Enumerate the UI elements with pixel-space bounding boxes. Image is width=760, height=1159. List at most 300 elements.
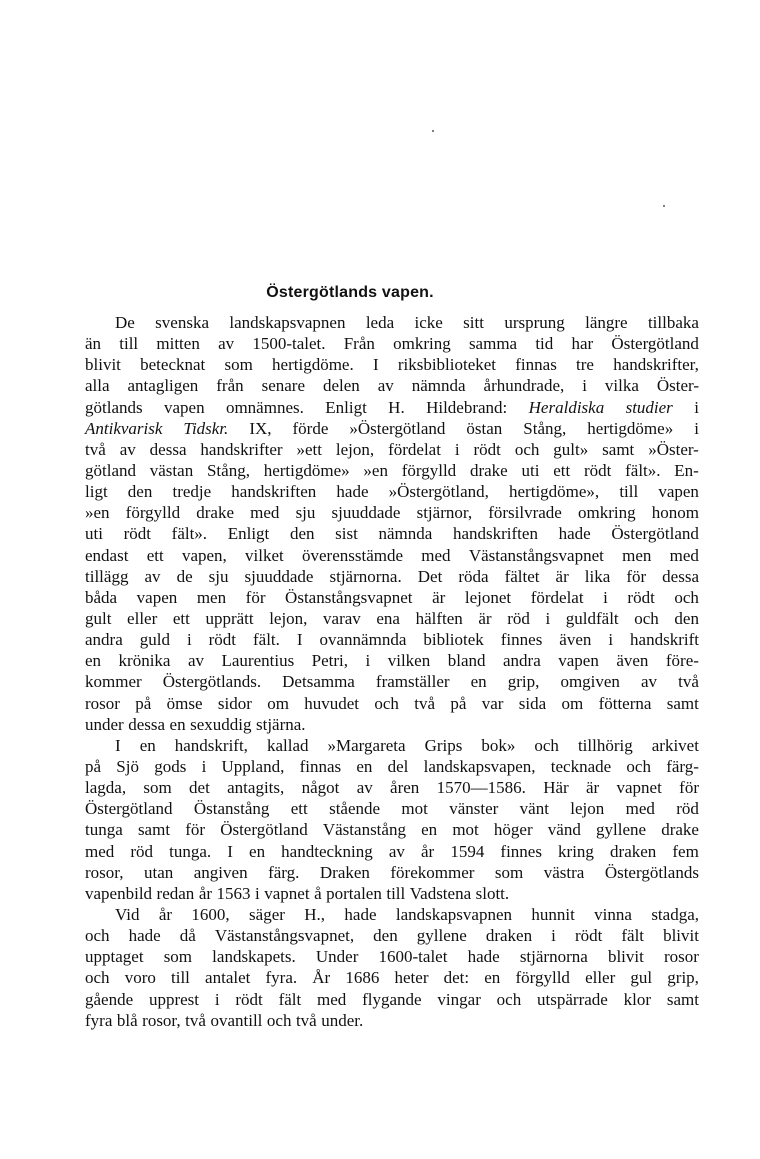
word: förgylld <box>401 460 457 480</box>
text-line <box>85 460 699 481</box>
word: hälften <box>415 608 463 628</box>
word: vänt <box>519 799 549 819</box>
word: även <box>616 651 649 671</box>
word: även <box>559 630 592 650</box>
word: antalet <box>205 968 251 988</box>
word: rödt <box>123 524 151 544</box>
word: västra <box>543 862 585 882</box>
word: i <box>582 376 587 396</box>
word: tillägg <box>85 566 129 586</box>
word: Detsamma <box>282 672 355 692</box>
word: ovannämnda <box>319 630 407 650</box>
word: arkivet <box>651 735 699 755</box>
text-line <box>85 629 699 650</box>
word: antagits, <box>227 778 285 798</box>
text-line <box>85 566 699 587</box>
word: röd <box>507 608 530 628</box>
word: röd <box>130 841 154 861</box>
word: ligt <box>85 482 108 502</box>
word: fält <box>278 989 302 1009</box>
word: för <box>679 778 699 798</box>
text-line <box>85 946 699 967</box>
word: gyllene <box>596 820 647 840</box>
word: fält <box>621 926 645 946</box>
word: finnas <box>299 756 342 776</box>
word: till <box>171 968 190 988</box>
text-line <box>85 312 699 333</box>
word: hade <box>344 904 377 924</box>
word: av <box>356 778 373 798</box>
text-line <box>85 904 699 925</box>
word: tillbaka <box>647 313 699 332</box>
word: för <box>185 820 206 840</box>
scan-speck <box>663 205 665 207</box>
word: Det <box>417 566 443 586</box>
word: vapnet <box>616 778 662 798</box>
word: dessa <box>149 439 187 459</box>
word: Östergötlands <box>604 862 699 882</box>
word: finnes <box>500 630 543 650</box>
word: men <box>622 545 652 565</box>
word: än <box>85 334 102 354</box>
text-line <box>85 481 699 502</box>
word: i <box>603 587 608 607</box>
word: tre <box>576 355 594 375</box>
word: antagligen <box>127 376 199 396</box>
word: lejon, <box>269 608 308 628</box>
word: handskrifter <box>200 439 283 459</box>
word: sju <box>295 503 316 523</box>
word: de <box>176 566 193 586</box>
text-line <box>85 735 699 756</box>
word: år <box>421 841 435 861</box>
word: Östergötlands. <box>162 672 262 692</box>
word: blivit <box>85 355 121 375</box>
word: Östergötland <box>611 334 699 354</box>
word: blivit <box>607 947 644 967</box>
word: av <box>388 841 405 861</box>
word: år <box>198 883 213 903</box>
word: av <box>641 672 658 692</box>
text-line <box>85 967 699 988</box>
word: drake <box>469 460 508 480</box>
word: Enligt <box>325 397 367 417</box>
word: utspärrade <box>537 989 608 1009</box>
word: handskrift, <box>174 735 248 755</box>
word: århundrade, <box>483 376 565 396</box>
word: å <box>314 883 322 903</box>
word: av <box>119 439 136 459</box>
word: svenska <box>155 313 209 332</box>
word: och <box>266 1010 292 1030</box>
word: ömse <box>166 693 203 713</box>
word: som <box>163 947 193 967</box>
word: har <box>571 334 594 354</box>
word: »Öster- <box>648 439 699 459</box>
text-line <box>85 439 699 460</box>
word: handteckning <box>281 841 373 861</box>
word: »Margareta <box>327 735 406 755</box>
italic-word: Antikvarisk <box>85 418 163 438</box>
word: I <box>227 841 233 861</box>
word: sidor <box>217 693 252 713</box>
word: I <box>296 630 303 650</box>
scan-speck <box>432 130 434 132</box>
word: H., <box>304 904 326 924</box>
word: stjärna. <box>255 714 306 734</box>
word: gult <box>85 608 112 628</box>
word: ena <box>376 608 400 628</box>
word: Öster- <box>656 376 699 396</box>
word: i <box>694 397 699 417</box>
word: två <box>85 439 106 459</box>
word: tunga. <box>169 841 212 861</box>
word: Östergötland <box>85 799 173 819</box>
text-line <box>85 545 699 566</box>
word: av <box>144 566 161 586</box>
word: säger <box>249 904 285 924</box>
word: senare <box>261 376 306 396</box>
word: vänd <box>547 820 581 840</box>
word: lejon, <box>335 439 375 459</box>
text-line <box>85 671 699 692</box>
word: rosor, <box>142 1010 181 1030</box>
word: Västanstångsvapnet <box>468 545 604 565</box>
body-text <box>85 312 699 1031</box>
text-line <box>85 1010 699 1031</box>
word: fyra. <box>265 968 298 988</box>
word: Västanstångsvapnet, <box>214 926 355 946</box>
word: vingar <box>437 989 481 1009</box>
word: röd <box>676 799 699 819</box>
word: är <box>478 608 492 628</box>
word: med <box>85 841 115 861</box>
word: sjuuddade <box>244 566 314 586</box>
word: alla <box>85 376 110 396</box>
word: Under <box>315 947 359 967</box>
word: redan <box>156 883 195 903</box>
word: upptaget <box>85 947 144 967</box>
word: Västanstång <box>322 820 406 840</box>
word: stjärnor, <box>416 503 473 523</box>
word: i <box>454 439 460 459</box>
word: med <box>317 989 347 1009</box>
word: gods <box>154 756 187 776</box>
word: från <box>216 376 244 396</box>
word: Vid <box>115 904 140 924</box>
word: Enligt <box>227 524 270 544</box>
word: lejon <box>570 799 605 819</box>
word: under <box>85 714 124 734</box>
word: 1686 <box>345 968 380 988</box>
word: Uppland, <box>221 756 285 776</box>
word: och <box>85 926 110 946</box>
word: och <box>626 756 651 776</box>
word: en <box>356 756 373 776</box>
word: som <box>224 355 253 375</box>
word: en <box>249 841 266 861</box>
word: andra <box>85 630 123 650</box>
word: försilvrade <box>488 503 562 523</box>
word: vapenbild <box>85 883 153 903</box>
word: fördelat <box>388 439 441 459</box>
word: slott. <box>475 883 510 903</box>
word: rödt <box>583 460 612 480</box>
word: två <box>414 693 436 713</box>
word: uti <box>85 524 103 544</box>
text-line <box>85 375 699 396</box>
word: för <box>626 566 647 586</box>
word: heter <box>394 968 429 988</box>
word: kommer <box>85 672 142 692</box>
word: åren <box>390 778 420 798</box>
word: under. <box>321 1010 364 1030</box>
word: leda <box>365 313 395 332</box>
word: är <box>432 587 446 607</box>
word: vilken <box>387 651 431 671</box>
word: Laurentius <box>221 651 295 671</box>
text-line <box>85 841 699 862</box>
word: av <box>187 651 204 671</box>
word: överensstämde <box>302 545 404 565</box>
word: i <box>608 630 614 650</box>
word: mot <box>401 799 428 819</box>
word: tecknade <box>550 756 612 776</box>
word: för <box>245 587 266 607</box>
word: guldfält <box>565 608 619 628</box>
word: voro <box>124 968 156 988</box>
word: gående <box>85 989 134 1009</box>
word: sjuuddade <box>331 503 401 523</box>
word: östan <box>466 418 503 438</box>
word: hade <box>467 947 500 967</box>
word: handskriften <box>231 482 317 502</box>
text-line <box>85 354 699 375</box>
word: en <box>484 968 501 988</box>
word: Från <box>343 334 375 354</box>
word: stadga, <box>651 904 699 924</box>
word: en <box>421 820 438 840</box>
italic-word: Heraldiska <box>528 397 605 417</box>
word: flygande <box>362 989 422 1009</box>
word: 1500-talet. <box>252 334 326 354</box>
text-line <box>85 756 699 777</box>
word: upprest <box>148 989 199 1009</box>
word: hertigdöme. <box>272 355 354 375</box>
word: vinna <box>594 904 632 924</box>
word: götland <box>85 460 136 480</box>
word: samt <box>666 989 699 1009</box>
word: tredje <box>172 482 212 502</box>
word: var <box>481 693 504 713</box>
word: mot <box>452 820 479 840</box>
word: H. <box>388 397 405 417</box>
italic-word: Tidskr. <box>183 418 229 438</box>
word: fält». <box>171 524 208 544</box>
word: »Östergötland, <box>388 482 489 502</box>
word: guld <box>139 630 170 650</box>
word: tillhörig <box>577 735 633 755</box>
word: före- <box>665 651 699 671</box>
word: i <box>201 756 207 776</box>
word: omkring <box>577 503 636 523</box>
word: 1600, <box>191 904 230 924</box>
word: handskrift <box>630 630 699 650</box>
word: upprätt <box>205 608 254 628</box>
word: om <box>561 693 584 713</box>
word: andra <box>502 651 541 671</box>
text-line <box>85 989 699 1010</box>
word: rosor, <box>85 862 124 882</box>
word: förekommer <box>390 862 475 882</box>
word: nämnda <box>378 524 433 544</box>
word: det: <box>443 968 470 988</box>
word: bland <box>447 651 486 671</box>
word: Stång, <box>206 460 250 480</box>
word: lika <box>584 566 611 586</box>
word: rödt <box>208 630 237 650</box>
word: till <box>119 334 139 354</box>
word: huvudet <box>304 693 360 713</box>
word: hade <box>558 524 591 544</box>
word: drake <box>196 503 235 523</box>
word: fötterna <box>598 693 652 713</box>
word: nämnda <box>411 376 466 396</box>
word: klor <box>623 989 652 1009</box>
word: samt <box>666 693 699 713</box>
word: hertigdöme», <box>509 482 600 502</box>
word: finnes <box>500 841 542 861</box>
word: portalen <box>326 883 382 903</box>
text-line <box>85 608 699 629</box>
word: då <box>179 926 196 946</box>
word: västan <box>149 460 194 480</box>
word: hunnit <box>531 904 575 924</box>
word: i <box>694 418 699 438</box>
word: drake <box>661 820 699 840</box>
word: av <box>218 334 235 354</box>
word: rödt <box>473 439 501 459</box>
word: hertigdöme» <box>587 418 674 438</box>
word: landskapsvapnen <box>229 313 346 332</box>
word: den <box>373 926 398 946</box>
word: omgiven <box>560 672 620 692</box>
word: samt <box>137 820 171 840</box>
word: en <box>139 735 156 755</box>
word: sitt <box>463 313 484 332</box>
word: två <box>295 1010 317 1030</box>
word: ursprung <box>504 313 565 332</box>
word: De <box>115 313 135 332</box>
word: på <box>135 693 152 713</box>
text-line <box>85 693 699 714</box>
word: och <box>674 587 699 607</box>
word: förgylld <box>515 968 570 988</box>
word: landskapets. <box>212 947 296 967</box>
word: eller <box>127 608 158 628</box>
word: en <box>470 672 487 692</box>
text-line <box>85 523 699 544</box>
word: Stång, <box>523 418 567 438</box>
word: landskapsvapnen <box>395 904 512 924</box>
word: lagda, <box>85 778 127 798</box>
page-title: Östergötlands vapen. <box>266 284 434 301</box>
word: i <box>255 883 260 903</box>
word: Grips <box>424 735 463 755</box>
word: Östergötland <box>611 524 699 544</box>
word: 1594 <box>450 841 485 861</box>
word: sexuddig <box>190 714 252 734</box>
word: handskriften <box>452 524 538 544</box>
word: höger <box>493 820 533 840</box>
word: 1570—1586. <box>436 778 526 798</box>
word: del <box>387 756 409 776</box>
text-line <box>85 502 699 523</box>
word: förde <box>292 418 329 438</box>
word: och <box>374 693 399 713</box>
word: blivit <box>663 926 699 946</box>
word: betecknat <box>140 355 206 375</box>
word: endast <box>85 545 129 565</box>
word: sida <box>518 693 547 713</box>
word: delen <box>322 376 360 396</box>
word: något <box>301 778 340 798</box>
text-line <box>85 714 699 735</box>
word: lejonet <box>464 587 512 607</box>
word: ett <box>290 799 308 819</box>
word: vapnet <box>264 883 310 903</box>
word: i <box>214 989 220 1009</box>
word: ett <box>553 460 571 480</box>
word: sju <box>208 566 229 586</box>
word: på <box>450 693 467 713</box>
word: I <box>115 735 121 755</box>
word: omnämnes. <box>225 397 304 417</box>
text-line <box>85 798 699 819</box>
word: fältet <box>504 566 540 586</box>
word: uti <box>521 460 540 480</box>
word: rödt <box>574 926 603 946</box>
word: fyra <box>85 1010 113 1030</box>
word: i <box>186 630 192 650</box>
word: och <box>496 989 522 1009</box>
word: omkring <box>393 334 451 354</box>
word: bok» <box>481 735 516 755</box>
word: färg. <box>268 862 300 882</box>
word: bibliotek <box>423 630 484 650</box>
word: som <box>143 778 172 798</box>
word: och <box>514 439 540 459</box>
word: mitten <box>156 334 200 354</box>
word: »en <box>363 460 388 480</box>
text-line <box>85 819 699 840</box>
word: handskrifter, <box>613 355 699 375</box>
word: av <box>377 376 394 396</box>
word: färg- <box>666 756 699 776</box>
word: rödt <box>235 989 263 1009</box>
word: med <box>669 545 699 565</box>
word: är <box>555 566 569 586</box>
word: och <box>534 735 559 755</box>
word: utan <box>144 862 174 882</box>
word: »ett <box>296 439 322 459</box>
word: dessa <box>662 566 699 586</box>
word: sist <box>335 524 358 544</box>
word: i <box>365 651 371 671</box>
text-line <box>85 862 699 883</box>
word: med <box>250 503 280 523</box>
word: vilket <box>245 545 284 565</box>
